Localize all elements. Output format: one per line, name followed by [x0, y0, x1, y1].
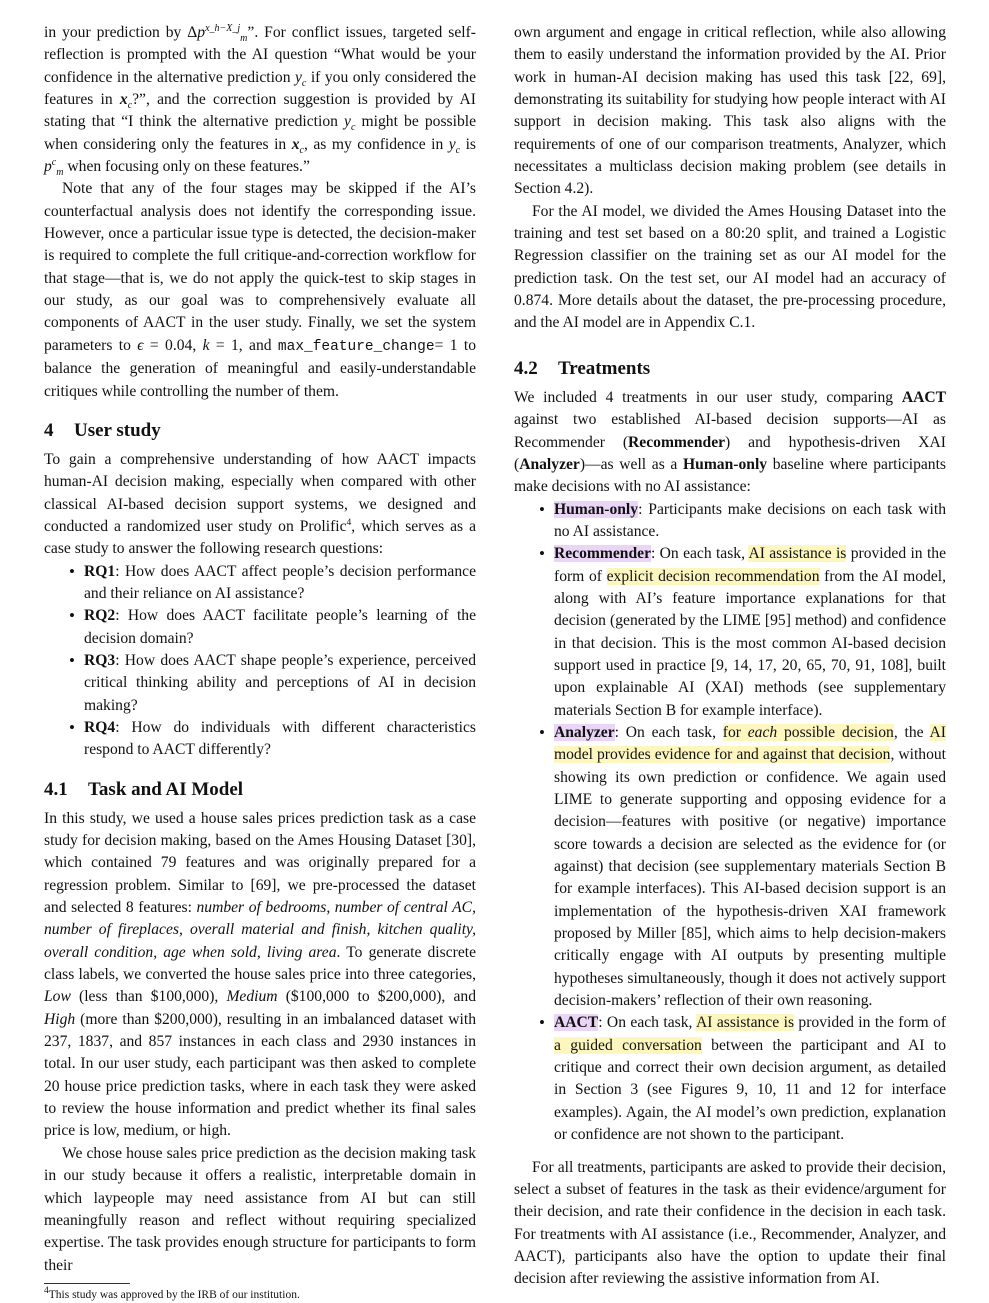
highlighted-text: AI assistance is	[695, 1014, 795, 1032]
text-run: (less than $100,000),	[70, 988, 227, 1006]
text-run: . To generate discrete class labels, we converted the house sales price into three categories,	[44, 943, 477, 984]
section-number: 4	[44, 419, 54, 441]
highlighted-text: AI model provides evidence for and against that decision	[554, 723, 946, 764]
text-run: c	[455, 144, 461, 156]
text-run: , the	[893, 723, 930, 741]
highlighted-text: a guided conversation	[554, 1036, 702, 1054]
section-number: 4.2	[514, 357, 538, 379]
text-run: )—as well as a	[579, 455, 684, 473]
text-run: max_feature_change	[277, 338, 435, 355]
bullet-list	[44, 561, 476, 762]
text-run: : How does AACT affect people’s decision performance and their reliance on AI assistance?	[84, 562, 476, 602]
text-run: Human-only	[683, 455, 768, 473]
text-run: provided in the form of	[794, 1014, 947, 1032]
paragraph	[44, 1143, 476, 1277]
text-run: : On each task,	[598, 1014, 696, 1032]
text-run: 4	[346, 517, 352, 528]
paragraph	[514, 1157, 946, 1291]
list-item	[554, 499, 946, 544]
text-run: = 0.04,	[143, 336, 203, 354]
paragraph	[44, 178, 476, 402]
text-run: ($100,000 to $200,000), and	[277, 988, 476, 1006]
text-run: own argument and engage in critical reflection, while also allowing them to easily understand the information provided by the AI. Prior work in human-AI decision making has used this task [22, 69], demonstrating its suitability for studying how people interact with AI support in decision making. This task also aligns with the requirements of one of our comparison treatments, Analyzer, which necessitates a multiclass decision making problem (see details in Section 4.2).	[514, 24, 946, 198]
text-run: = 1 to balance the generation of meaningful and easily-understandable critiques while controlling the number of them.	[44, 336, 476, 400]
text-run: c	[301, 77, 307, 89]
treatment-name: Human-only	[554, 500, 639, 518]
highlighted-text: each	[747, 723, 778, 741]
paragraph	[44, 22, 476, 178]
text-run: ?”, and the correction suggestion is provided by AI stating that “I think the alternative prediction	[44, 91, 476, 131]
list-item	[554, 1012, 946, 1146]
text-run: y	[295, 68, 302, 86]
text-run: y	[448, 135, 456, 153]
text-run: is	[460, 135, 476, 153]
text-run: k	[202, 336, 210, 354]
text-run: RQ4	[84, 718, 116, 736]
section-title: Task and AI Model	[88, 778, 244, 800]
text-run: baseline where participants make decisions with no AI assistance:	[514, 455, 946, 496]
text-run: : On each task,	[651, 545, 749, 563]
text-run: Recommender	[628, 433, 726, 451]
footnote-divider	[44, 1283, 130, 1284]
text-run: AACT	[901, 388, 946, 406]
paragraph	[514, 387, 946, 499]
text-run: c	[299, 144, 304, 156]
left-column	[44, 22, 476, 1303]
text-run: might be possible when considering only the features in	[44, 113, 476, 153]
text-run: In this study, we used a house sales prices prediction task as a case study for decision making, based on the Ames Housing Dataset [30], which contained 79 features and was originally prepared for a regression problem. Similar to [69], we pre-processed the dataset and selected 8 features:	[44, 809, 476, 917]
text-run: provided in the form of	[554, 545, 946, 585]
footnote	[44, 1287, 476, 1303]
text-run: : On each task,	[614, 723, 723, 741]
section-heading	[514, 357, 946, 381]
text-run: y	[344, 113, 351, 131]
text-run: when focusing only on these features.”	[63, 158, 310, 176]
text-run: To gain a comprehensive understanding of how AACT impacts human-AI decision making, especially when compared with other classical AI-based decision support systems, we designed and conducted a randomized user study on Prolific	[44, 450, 476, 535]
section-number: 4.1	[44, 778, 68, 800]
text-run: : How do individuals with different characteristics respond to AACT differently?	[84, 718, 476, 759]
treatment-name: Recommender	[554, 545, 651, 563]
treatment-name: Analyzer	[554, 723, 615, 741]
text-run: , which serves as a case study to answer the following research questions:	[44, 517, 476, 558]
section-heading	[44, 419, 476, 443]
text-run: c	[127, 100, 133, 112]
text-run: Medium	[226, 988, 278, 1006]
text-run: m	[56, 167, 64, 179]
text-run: Low	[44, 988, 71, 1006]
text-run: ϵ	[137, 336, 144, 354]
bullet-list	[514, 499, 946, 1147]
footnote-mark: 4	[44, 1286, 49, 1297]
text-run: ”. For conflict issues, targeted self-reflection is prompted with the AI question “What would be your confidence in the alternative prediction	[44, 24, 476, 86]
text-run: m	[240, 33, 248, 45]
paragraph	[44, 808, 476, 1143]
text-run: For all treatments, participants are asked to provide their decision, select a subset of features in the task as their evidence/argument for their decision, and rate their confidence in the decision in each task. For treatments with AI assistance (i.e., Recommender, Analyzer, and AACT), participants also have the option to update their final decision after reviewing the assistive information from AI.	[514, 1158, 946, 1288]
list-item	[554, 543, 946, 722]
text-run: High	[44, 1010, 76, 1028]
list-item	[84, 650, 476, 717]
text-run: x	[291, 135, 300, 153]
right-column	[514, 22, 946, 1291]
text-run: (more than $200,000), resulting in an imbalanced dataset with 237, 1837, and 857 instances in each class and 2930 instances in total. In our user study, each participant was then asked to complete 20 house price prediction tasks, where in each task they were asked to review the house information and predict whether its final sales price is low, medium, or high.	[44, 1010, 476, 1140]
highlighted-text: AI assistance is	[748, 545, 847, 563]
section-title: User study	[74, 419, 161, 441]
footnote-text: This study was approved by the IRB of our institution.	[48, 1288, 300, 1301]
text-run: = 1, and	[209, 336, 278, 354]
text-run: x_h−X_j	[205, 22, 241, 34]
section-heading	[44, 778, 476, 802]
text-run: c	[350, 122, 356, 134]
text-run: if you only considered the features in	[44, 68, 477, 109]
list-item	[554, 722, 946, 1012]
highlighted-text: possible decision	[777, 723, 894, 741]
text-run: ) and hypothesis-driven XAI (	[514, 433, 946, 473]
list-item	[84, 717, 476, 762]
paragraph	[514, 22, 946, 201]
text-run: We included 4 treatments in our user study, comparing	[514, 388, 902, 406]
highlighted-text: explicit decision recommendation	[606, 567, 820, 585]
text-run: RQ2	[84, 607, 116, 625]
treatment-name: AACT	[554, 1014, 599, 1032]
highlighted-text: for	[722, 723, 748, 741]
section-title: Treatments	[558, 357, 651, 379]
text-run: against two established AI-based decision supports—AI as Recommender (	[514, 411, 946, 451]
text-run: , as my confidence in	[303, 135, 449, 153]
text-run: x	[119, 91, 128, 109]
paragraph	[44, 449, 476, 561]
text-run: in your prediction by Δ	[44, 24, 198, 41]
list-item	[84, 605, 476, 650]
text-run: : Participants make decisions on each task with no AI assistance.	[554, 500, 946, 540]
list-item	[84, 561, 476, 606]
paragraph	[514, 201, 946, 335]
text-run: We chose house sales price prediction as the decision making task in our study because it offers a realistic, interpretable domain in which laypeople may need assistance from AI but can still meaningfully reason and reflect without requiring specialized expertise. The task provides enough structure for participants to form their	[44, 1144, 476, 1274]
text-run: RQ1	[84, 562, 116, 580]
text-run: : How does AACT shape people’s experience, perceived critical thinking ability and perceptions of AI in decision making?	[84, 651, 476, 714]
text-run: : How does AACT facilitate people’s learning of the decision domain?	[84, 607, 476, 647]
text-run: number of bedrooms, number of central AC, number of fireplaces, overall material and finish, kitchen quality, overall condition, age when sold, living area	[44, 899, 476, 961]
text-run: between the participant and AI to critique and correct their own decision argument, as detailed in Section 3 (see Figures 9, 10, 11 and 12 for interface examples). Again, the AI model’s own prediction, explanation or confidence are not shown to the participant.	[554, 1036, 946, 1144]
text-run: RQ3	[84, 651, 116, 669]
text-run: c	[51, 156, 57, 168]
text-run: p	[44, 158, 52, 176]
text-run: Analyzer	[519, 455, 580, 473]
text-run: For the AI model, we divided the Ames Housing Dataset into the training and test set based on a 80:20 split, and trained a Logistic Regression classifier on the training set as our AI model for the prediction task. On the test set, our AI model had an accuracy of 0.874. More details about the dataset, the pre-processing procedure, and the AI model are in Appendix C.1.	[514, 202, 946, 332]
text-run: Note that any of the four stages may be skipped if the AI’s counterfactual analysis does not identify the corresponding issue. However, once a particular issue type is detected, the decision-maker is required to complete the full critique-and-correction workflow for that stage—that is, we do not apply the quick-test to skip stages in our study, as our goal was to comprehensively evaluate all components of AACT in the user study. Finally, we set the system parameters to	[44, 180, 476, 354]
text-run: , without showing its own prediction or confidence. We again used LIME to generate supporting and opposing evidence for a decision—features with positive (or negative) importance score towards a decision are selected as the evidence for (or against) that decision (see supplementary materials Section B for example interfaces). This AI-based decision support is an implementation of the hypothesis-driven XAI framework proposed by Miller [85], which aims to help decision-makers critically engage with AI outputs by presenting multiple hypotheses simultaneously, though it does not actively support decision-makers’ reflection of their own reasoning.	[554, 746, 947, 1010]
text-run: from the AI model, along with AI’s feature importance explanations for that decision (generated by the LIME [95] method) and confidence in that decision. This is the most common AI-based decision support used in practice [9, 14, 17, 20, 65, 70, 91, 108], built upon explainable AI (XAI) methods (see supplementary materials Section B for example interface).	[554, 567, 946, 719]
text-run: p	[197, 24, 206, 41]
